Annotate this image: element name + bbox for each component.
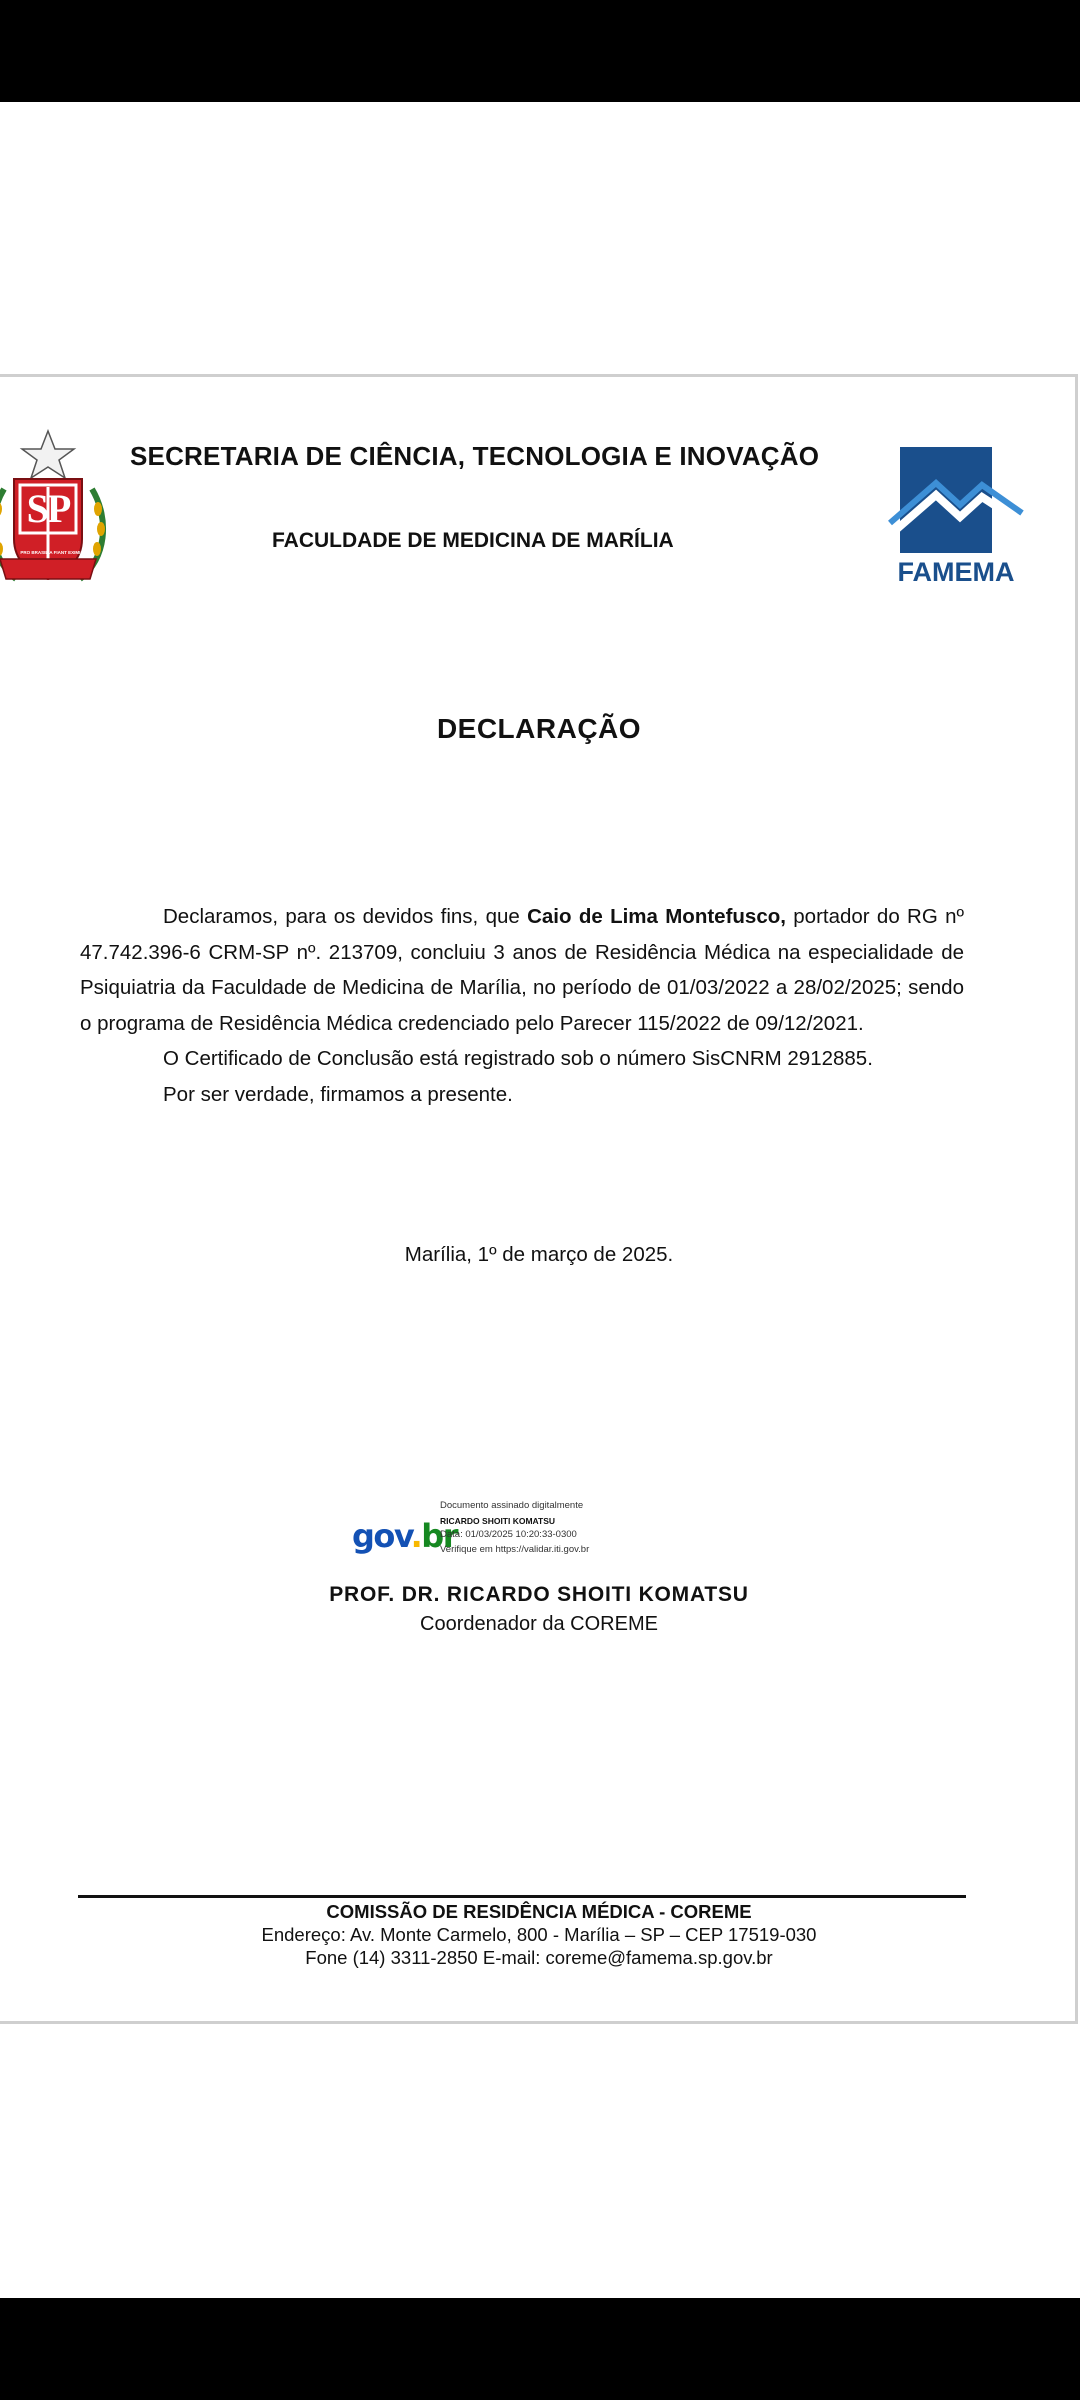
seal-motto: PRO BRASILIA FIANT EXIMIA xyxy=(20,550,84,555)
paragraph-closing: Por ser verdade, firmamos a presente. xyxy=(163,1082,513,1106)
footer-title: COMISSÃO DE RESIDÊNCIA MÉDICA - COREME xyxy=(326,1901,752,1922)
status-bar-area xyxy=(0,0,1080,102)
govbr-logo-br: br xyxy=(421,1517,457,1555)
document-title: DECLARAÇÃO xyxy=(436,713,642,744)
paragraph-certificate: O Certificado de Conclusão está registrado sob o número SisCNRM 2912885. xyxy=(163,1047,873,1070)
navigation-bar-area xyxy=(0,2298,1080,2400)
footer-rule xyxy=(78,1895,966,1898)
famema-logo-text: FAMEMA xyxy=(897,557,1015,587)
govbr-logo-dot: . xyxy=(410,1517,422,1555)
footer-contact: Fone (14) 3311-2850 E-mail: coreme@famema.sp.gov.br xyxy=(305,1947,773,1968)
document-page xyxy=(0,374,1078,2024)
footer-address: Endereço: Av. Monte Carmelo, 800 - Marília – SP – CEP 17519-030 xyxy=(261,1924,817,1945)
seal-letters: SP xyxy=(26,486,70,531)
paragraph-text: Declaramos, para os devidos fins, que xyxy=(163,905,528,928)
header-faculdade: FACULDADE DE MEDICINA DE MARÍLIA xyxy=(272,529,674,552)
stamp-date: Data: 01/03/2025 10:20:33-0300 xyxy=(440,1529,577,1540)
header-secretaria: SECRETARIA DE CIÊNCIA, TECNOLOGIA E INOVAÇÃO xyxy=(130,441,820,471)
stamp-text xyxy=(440,1499,589,1557)
resident-name: Caio de Lima Montefusco, xyxy=(527,905,786,928)
stamp-verify: Verifique em https://validar.iti.gov.br xyxy=(440,1543,590,1555)
stamp-line: Documento assinado digitalmente xyxy=(440,1500,584,1511)
date-line: Marília, 1º de março de 2025. xyxy=(404,1243,674,1266)
paragraph-declaration xyxy=(80,899,964,1041)
signatory-name: PROF. DR. RICARDO SHOITI KOMATSU xyxy=(329,1583,749,1606)
digital-signature-stamp xyxy=(352,1499,692,1569)
signatory-role: Coordenador da COREME xyxy=(420,1613,658,1635)
govbr-logo-gov: gov xyxy=(352,1517,411,1555)
paragraph-text: portador do RG nº 47.742.396-6 CRM-SP nº. 213709, concluiu 3 anos de Residência Médica na especialidade de Psiquiatria da Faculdade de Medicina de Marília, no período de 01/03/2022 a 28/02/2025; sendo o programa de Residência Médica credenciado pelo Parecer 115/2022 de 09/12/2021. xyxy=(80,905,965,1035)
stamp-signer: RICARDO SHOITI KOMATSU xyxy=(440,1515,556,1526)
document-body xyxy=(80,899,964,1112)
